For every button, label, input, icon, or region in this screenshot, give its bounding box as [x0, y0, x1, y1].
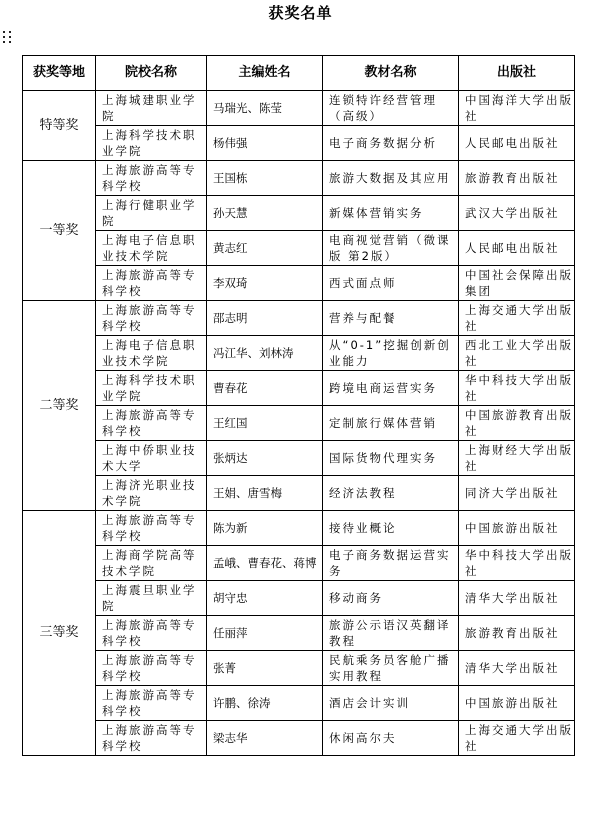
- textbook-cell: 从“0-1”挖掘创新创业能力: [323, 336, 459, 371]
- textbook-cell: 定制旅行媒体营销: [323, 406, 459, 441]
- school-cell: 上海商学院高等技术学院: [96, 546, 207, 581]
- editor-cell: 胡守忠: [207, 581, 323, 616]
- school-cell: 上海旅游高等专科学校: [96, 686, 207, 721]
- table-row: [23, 336, 575, 371]
- table-row: [23, 91, 575, 126]
- table-row: [23, 231, 575, 266]
- award-level-cell: 特等奖: [23, 91, 96, 161]
- textbook-cell: 旅游大数据及其应用: [323, 161, 459, 196]
- textbook-cell: 休闲高尔夫: [323, 721, 459, 756]
- textbook-cell: 西式面点师: [323, 266, 459, 301]
- table-row: [23, 721, 575, 756]
- school-cell: 上海科学技术职业学院: [96, 126, 207, 161]
- editor-cell: 梁志华: [207, 721, 323, 756]
- editor-cell: 黄志红: [207, 231, 323, 266]
- publisher-cell: 西北工业大学出版社: [459, 336, 575, 371]
- table-row: [23, 301, 575, 336]
- school-cell: 上海旅游高等专科学校: [96, 266, 207, 301]
- textbook-cell: 新媒体营销实务: [323, 196, 459, 231]
- publisher-cell: 清华大学出版社: [459, 581, 575, 616]
- textbook-cell: 旅游公示语汉英翻译教程: [323, 616, 459, 651]
- publisher-cell: 中国海洋大学出版社: [459, 91, 575, 126]
- publisher-cell: 人民邮电出版社: [459, 231, 575, 266]
- publisher-cell: 人民邮电出版社: [459, 126, 575, 161]
- publisher-cell: 中国社会保障出版集团: [459, 266, 575, 301]
- publisher-cell: 中国旅游教育出版社: [459, 406, 575, 441]
- publisher-cell: 旅游教育出版社: [459, 161, 575, 196]
- editor-cell: 冯江华、刘林涛: [207, 336, 323, 371]
- publisher-cell: 华中科技大学出版社: [459, 546, 575, 581]
- editor-cell: 曹春花: [207, 371, 323, 406]
- school-cell: 上海济光职业技术学院: [96, 476, 207, 511]
- editor-cell: 李双琦: [207, 266, 323, 301]
- publisher-cell: 武汉大学出版社: [459, 196, 575, 231]
- award-table-body: [23, 91, 575, 756]
- header-editor: 主编姓名: [207, 56, 323, 91]
- school-cell: 上海旅游高等专科学校: [96, 511, 207, 546]
- table-row: [23, 196, 575, 231]
- header-publisher: 出版社: [459, 56, 575, 91]
- publisher-cell: 中国旅游出版社: [459, 686, 575, 721]
- editor-cell: 陈为新: [207, 511, 323, 546]
- editor-cell: 马瑞光、陈莹: [207, 91, 323, 126]
- editor-cell: 王娟、唐雪梅: [207, 476, 323, 511]
- textbook-cell: 国际货物代理实务: [323, 441, 459, 476]
- table-header-row: [23, 56, 575, 91]
- textbook-cell: 民航乘务员客舱广播实用教程: [323, 651, 459, 686]
- publisher-cell: 上海财经大学出版社: [459, 441, 575, 476]
- textbook-cell: 接待业概论: [323, 511, 459, 546]
- editor-cell: 任丽萍: [207, 616, 323, 651]
- editor-cell: 杨伟强: [207, 126, 323, 161]
- header-school: 院校名称: [96, 56, 207, 91]
- table-row: [23, 406, 575, 441]
- textbook-cell: 经济法教程: [323, 476, 459, 511]
- table-row: [23, 441, 575, 476]
- publisher-cell: 华中科技大学出版社: [459, 371, 575, 406]
- textbook-cell: 电商视觉营销（微课版 第2版）: [323, 231, 459, 266]
- table-row: [23, 511, 575, 546]
- publisher-cell: 上海交通大学出版社: [459, 721, 575, 756]
- school-cell: 上海行健职业学院: [96, 196, 207, 231]
- table-row: [23, 161, 575, 196]
- editor-cell: 孟峨、曹春花、蒋博: [207, 546, 323, 581]
- textbook-cell: 连锁特许经营管理（高级）: [323, 91, 459, 126]
- school-cell: 上海旅游高等专科学校: [96, 721, 207, 756]
- school-cell: 上海震旦职业学院: [96, 581, 207, 616]
- textbook-cell: 电子商务数据运营实务: [323, 546, 459, 581]
- publisher-cell: 同济大学出版社: [459, 476, 575, 511]
- publisher-cell: 中国旅游出版社: [459, 511, 575, 546]
- school-cell: 上海中侨职业技术大学: [96, 441, 207, 476]
- page-title: 获奖名单: [268, 4, 333, 22]
- textbook-cell: 跨境电商运营实务: [323, 371, 459, 406]
- table-row: [23, 581, 575, 616]
- editor-cell: 王红国: [207, 406, 323, 441]
- editor-cell: 张炳达: [207, 441, 323, 476]
- table-row: [23, 686, 575, 721]
- school-cell: 上海旅游高等专科学校: [96, 406, 207, 441]
- award-level-cell: 二等奖: [23, 301, 96, 511]
- editor-cell: 王国栋: [207, 161, 323, 196]
- school-cell: 上海城建职业学院: [96, 91, 207, 126]
- editor-cell: 许鹏、徐涛: [207, 686, 323, 721]
- header-textbook: 教材名称: [323, 56, 459, 91]
- table-row: [23, 476, 575, 511]
- table-row: [23, 371, 575, 406]
- table-row: [23, 266, 575, 301]
- table-row: [23, 546, 575, 581]
- school-cell: 上海科学技术职业学院: [96, 371, 207, 406]
- school-cell: 上海旅游高等专科学校: [96, 651, 207, 686]
- editor-cell: 邵志明: [207, 301, 323, 336]
- textbook-cell: 营养与配餐: [323, 301, 459, 336]
- table-row: [23, 651, 575, 686]
- publisher-cell: 清华大学出版社: [459, 651, 575, 686]
- publisher-cell: 上海交通大学出版社: [459, 301, 575, 336]
- school-cell: 上海电子信息职业技术学院: [96, 231, 207, 266]
- school-cell: 上海旅游高等专科学校: [96, 616, 207, 651]
- drag-handle-icon[interactable]: [3, 31, 13, 45]
- school-cell: 上海旅游高等专科学校: [96, 301, 207, 336]
- award-table: [22, 55, 575, 756]
- award-level-cell: 一等奖: [23, 161, 96, 301]
- school-cell: 上海旅游高等专科学校: [96, 161, 207, 196]
- publisher-cell: 旅游教育出版社: [459, 616, 575, 651]
- editor-cell: 孙天慧: [207, 196, 323, 231]
- textbook-cell: 酒店会计实训: [323, 686, 459, 721]
- award-level-cell: 三等奖: [23, 511, 96, 756]
- table-row: [23, 616, 575, 651]
- textbook-cell: 电子商务数据分析: [323, 126, 459, 161]
- textbook-cell: 移动商务: [323, 581, 459, 616]
- table-row: [23, 126, 575, 161]
- header-level: 获奖等地: [23, 56, 96, 91]
- editor-cell: 张菁: [207, 651, 323, 686]
- school-cell: 上海电子信息职业技术学院: [96, 336, 207, 371]
